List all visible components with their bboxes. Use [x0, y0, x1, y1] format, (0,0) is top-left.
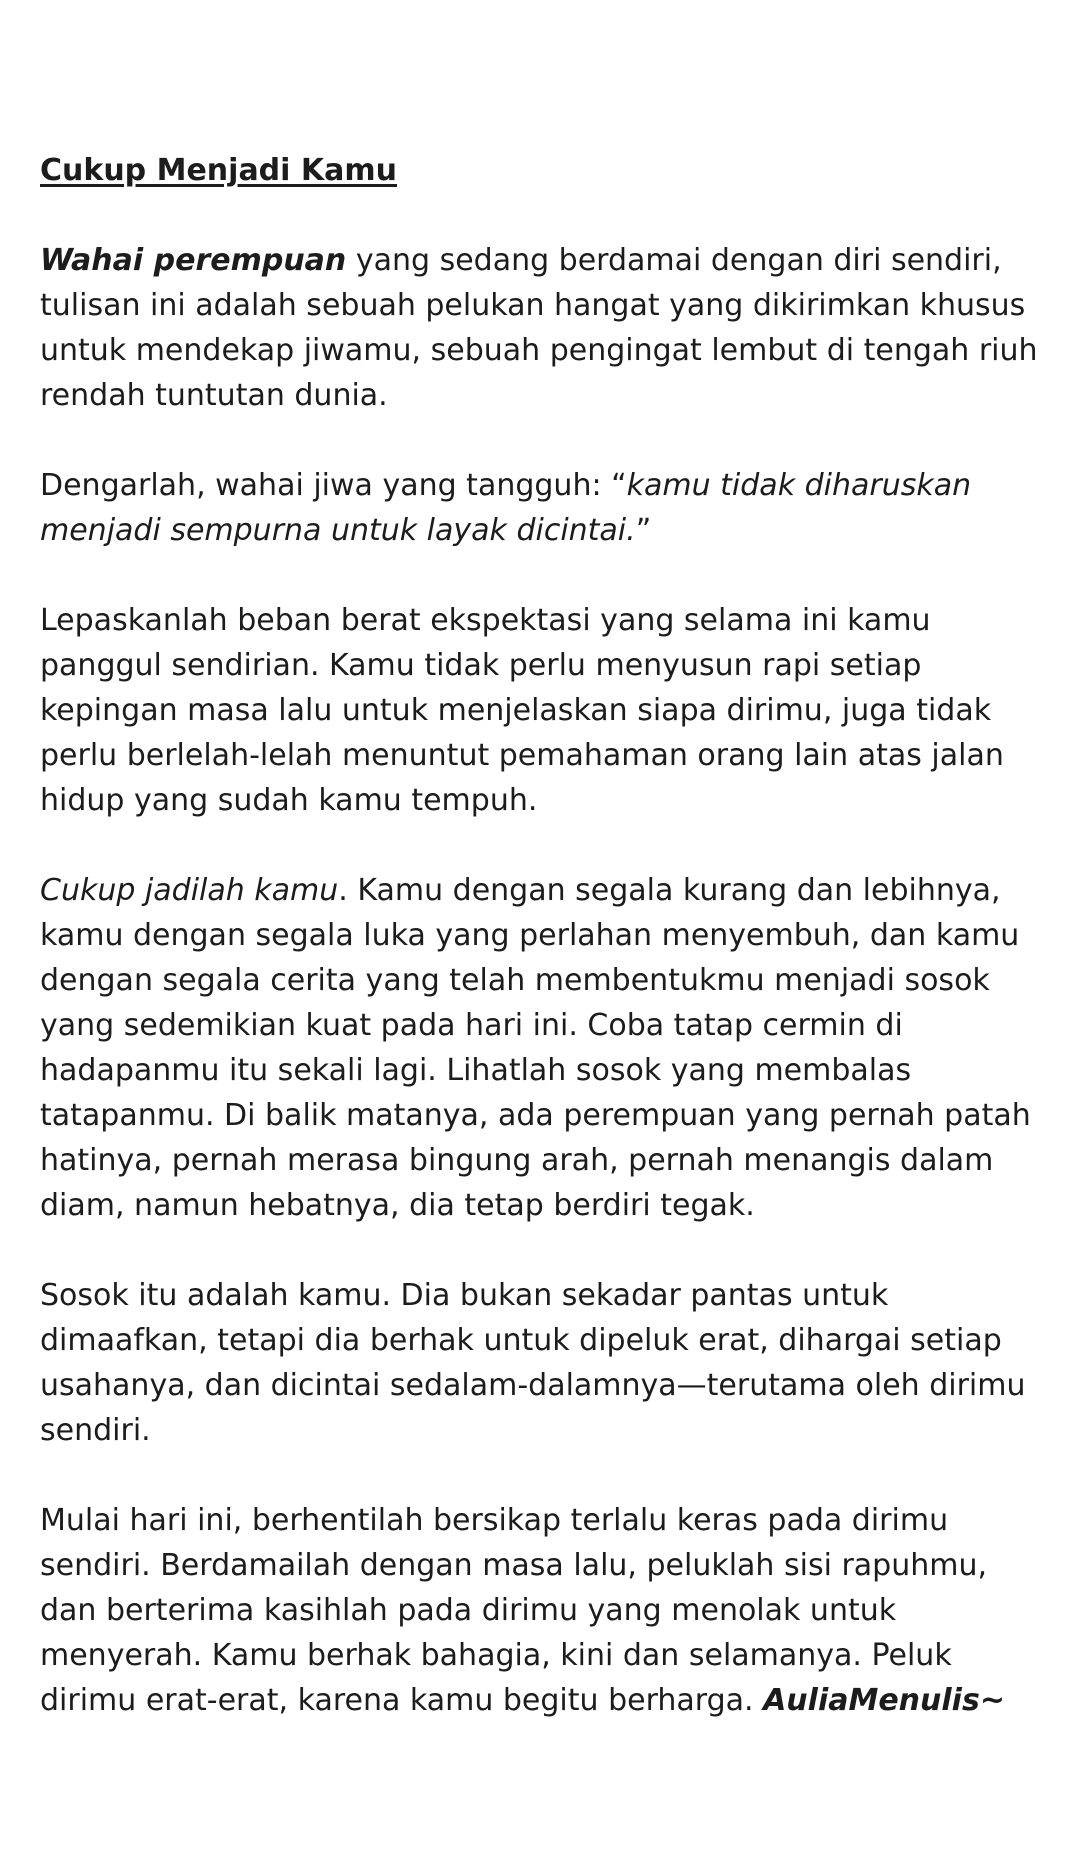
quote-close: ” [635, 513, 652, 548]
paragraph-text: Lepaskanlah beban berat ekspektasi yang selama ini kamu panggul sendirian. Kamu tidak perlu menyusun rapi setiap kepingan masa lalu untuk menjelaskan siapa dirimu, juga tidak perlu berlelah-lelah menuntut pemahaman orang lain atas jalan hidup yang sudah kamu tempuh. [40, 603, 1004, 818]
author-signature: AuliaMenulis~ [763, 1683, 1005, 1718]
paragraph-4 [40, 868, 1040, 1228]
paragraph-5 [40, 1273, 1040, 1453]
paragraph-2 [40, 463, 1040, 553]
paragraph-6 [40, 1498, 1040, 1723]
emphasis-italic: Cukup jadilah kamu [40, 873, 339, 908]
paragraph-1 [40, 238, 1040, 418]
paragraph-text: Dengarlah, wahai jiwa yang tangguh: “ [40, 468, 627, 503]
paragraph-text: Sosok itu adalah kamu. Dia bukan sekadar pantas untuk dimaafkan, tetapi dia berhak untuk dipeluk erat, dihargai setiap usahanya, dan dicintai sedalam-dalamnya—terutama oleh dirimu sendiri. [40, 1278, 1026, 1448]
paragraph-text: Mulai hari ini, berhentilah bersikap terlalu keras pada dirimu sendiri. Berdamailah dengan masa lalu, peluklah sisi rapuhmu, dan berterima kasihlah pada dirimu yang menolak untuk menyerah. Kamu berhak bahagia, kini dan selamanya. Peluk dirimu erat-erat, karena kamu begitu berharga. [40, 1503, 988, 1718]
paragraph-3 [40, 598, 1040, 823]
paragraph-text: . Kamu dengan segala kurang dan lebihnya, kamu dengan segala luka yang perlahan menyembuh, dan kamu dengan segala cerita yang telah membentukmu menjadi sosok yang sedemikian kuat pada hari ini. Coba tatap cermin di hadapanmu itu sekali lagi. Lihatlah sosok yang membalas tatapanmu. Di balik matanya, ada perempuan yang pernah patah hatinya, pernah merasa bingung arah, pernah menangis dalam diam, namun hebatnya, dia tetap berdiri tegak. [40, 873, 1031, 1223]
document-title: Cukup Menjadi Kamu [40, 153, 397, 188]
emphasis-bold-italic: Wahai perempuan [40, 243, 347, 278]
paragraph-text: yang sedang berdamai dengan diri sendiri, tulisan ini adalah sebuah pelukan hangat yang dikirimkan khusus untuk mendekap jiwamu, sebuah pengingat lembut di tengah riuh rendah tuntutan dunia. [40, 243, 1038, 413]
quote-italic: kamu tidak diharuskan menjadi sempurna untuk layak dicintai. [40, 468, 972, 548]
